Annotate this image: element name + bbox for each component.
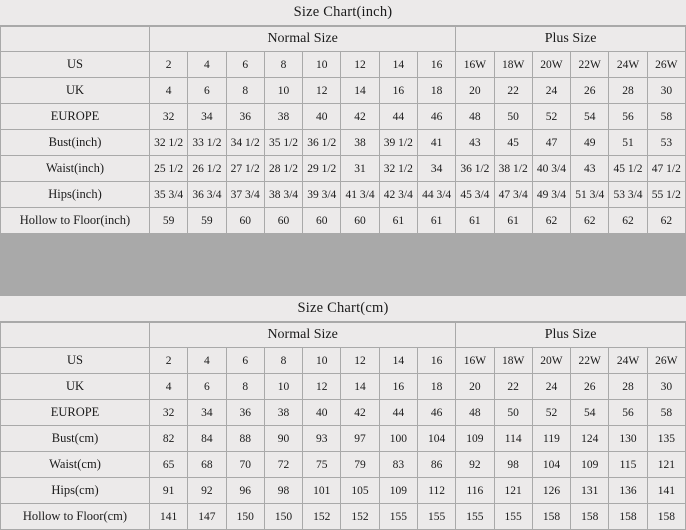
cm-cell: 2	[150, 348, 188, 374]
inch-cell: 61	[494, 208, 532, 234]
cm-cell: 38	[264, 400, 302, 426]
cm-cell: 56	[609, 400, 647, 426]
inch-row-label: Hollow to Floor(inch)	[1, 208, 150, 234]
inch-cell: 38 3/4	[264, 182, 302, 208]
inch-cell: 47	[532, 130, 570, 156]
cm-cell: 121	[494, 478, 532, 504]
inch-row-label: Hips(inch)	[1, 182, 150, 208]
cm-cell: 130	[609, 426, 647, 452]
cm-row-label: Bust(cm)	[1, 426, 150, 452]
inch-cell: 26	[571, 78, 609, 104]
inch-row-label: EUROPE	[1, 104, 150, 130]
cm-cell: 20W	[532, 348, 570, 374]
cm-cell: 105	[341, 478, 379, 504]
inch-cell: 26 1/2	[188, 156, 226, 182]
cm-cell: 72	[264, 452, 302, 478]
cm-cell: 114	[494, 426, 532, 452]
inch-cell: 38	[264, 104, 302, 130]
table-row	[1, 452, 686, 478]
cm-cell: 104	[532, 452, 570, 478]
table-row	[1, 426, 686, 452]
size-chart-inch-block	[0, 0, 686, 234]
cm-cell: 158	[532, 504, 570, 530]
cm-cell: 52	[532, 400, 570, 426]
inch-cell: 16	[379, 78, 417, 104]
inch-cell: 61	[379, 208, 417, 234]
cm-row-label: Hips(cm)	[1, 478, 150, 504]
cm-cell: 141	[647, 478, 685, 504]
inch-cell: 38 1/2	[494, 156, 532, 182]
inch-cell: 40	[303, 104, 341, 130]
cm-cell: 84	[188, 426, 226, 452]
cm-cell: 44	[379, 400, 417, 426]
cm-cell: 86	[417, 452, 455, 478]
inch-cell: 26W	[647, 52, 685, 78]
inch-cell: 25 1/2	[150, 156, 188, 182]
inch-cell: 44 3/4	[417, 182, 455, 208]
inch-cell: 8	[226, 78, 264, 104]
cm-cell: 83	[379, 452, 417, 478]
inch-cell: 8	[264, 52, 302, 78]
inch-cell: 49	[571, 130, 609, 156]
inch-cell: 12	[303, 78, 341, 104]
cm-cell: 109	[379, 478, 417, 504]
block-divider	[0, 262, 686, 268]
cm-cell: 14	[379, 348, 417, 374]
inch-cell: 38	[341, 130, 379, 156]
cm-cell: 42	[341, 400, 379, 426]
inch-cell: 35 3/4	[150, 182, 188, 208]
cm-cell: 14	[341, 374, 379, 400]
cm-cell: 112	[417, 478, 455, 504]
cm-cell: 16	[417, 348, 455, 374]
cm-cell: 26	[571, 374, 609, 400]
inch-cell: 60	[303, 208, 341, 234]
table-row	[1, 400, 686, 426]
cm-cell: 24	[532, 374, 570, 400]
inch-cell: 48	[456, 104, 494, 130]
cm-cell: 92	[456, 452, 494, 478]
inch-cell: 41	[417, 130, 455, 156]
inch-group-header-plus: Plus Size	[456, 27, 686, 52]
cm-cell: 16	[379, 374, 417, 400]
inch-cell: 60	[341, 208, 379, 234]
table-row	[1, 182, 686, 208]
inch-cell: 27 1/2	[226, 156, 264, 182]
cm-cell: 93	[303, 426, 341, 452]
inch-cell: 55 1/2	[647, 182, 685, 208]
cm-cell: 22W	[571, 348, 609, 374]
cm-cell: 124	[571, 426, 609, 452]
inch-row-label: Bust(inch)	[1, 130, 150, 156]
inch-corner-cell	[1, 27, 150, 52]
inch-cell: 51 3/4	[571, 182, 609, 208]
cm-cell: 155	[494, 504, 532, 530]
cm-cell: 12	[341, 348, 379, 374]
cm-cell: 6	[188, 374, 226, 400]
cm-cell: 155	[456, 504, 494, 530]
inch-cell: 36 3/4	[188, 182, 226, 208]
cm-cell: 48	[456, 400, 494, 426]
inch-cell: 58	[647, 104, 685, 130]
inch-cell: 34	[417, 156, 455, 182]
inch-cell: 43	[571, 156, 609, 182]
inch-cell: 56	[609, 104, 647, 130]
cm-cell: 8	[226, 374, 264, 400]
cm-cell: 109	[571, 452, 609, 478]
cm-cell: 36	[226, 400, 264, 426]
cm-cell: 158	[647, 504, 685, 530]
cm-row-label: Hollow to Floor(cm)	[1, 504, 150, 530]
inch-cell: 36	[226, 104, 264, 130]
inch-cell: 28 1/2	[264, 156, 302, 182]
cm-cell: 119	[532, 426, 570, 452]
inch-cell: 36 1/2	[456, 156, 494, 182]
size-chart-cm-block	[0, 296, 686, 530]
cm-cell: 91	[150, 478, 188, 504]
inch-cell: 31	[341, 156, 379, 182]
table-row	[1, 208, 686, 234]
cm-cell: 92	[188, 478, 226, 504]
size-table-inch-body	[1, 27, 686, 234]
inch-cell: 50	[494, 104, 532, 130]
inch-cell: 22W	[571, 52, 609, 78]
inch-cell: 10	[303, 52, 341, 78]
cm-cell: 147	[188, 504, 226, 530]
inch-cell: 10	[264, 78, 302, 104]
inch-cell: 32 1/2	[150, 130, 188, 156]
cm-cell: 28	[609, 374, 647, 400]
cm-corner-cell	[1, 323, 150, 348]
cm-cell: 158	[571, 504, 609, 530]
cm-cell: 18W	[494, 348, 532, 374]
inch-cell: 24W	[609, 52, 647, 78]
cm-cell: 98	[494, 452, 532, 478]
cm-cell: 46	[417, 400, 455, 426]
cm-cell: 68	[188, 452, 226, 478]
inch-cell: 37 3/4	[226, 182, 264, 208]
cm-group-header-normal: Normal Size	[150, 323, 456, 348]
cm-cell: 22	[494, 374, 532, 400]
cm-cell: 32	[150, 400, 188, 426]
cm-cell: 65	[150, 452, 188, 478]
cm-cell: 158	[609, 504, 647, 530]
inch-cell: 51	[609, 130, 647, 156]
inch-cell: 42	[341, 104, 379, 130]
inch-cell: 4	[150, 78, 188, 104]
cm-cell: 116	[456, 478, 494, 504]
table-row	[1, 374, 686, 400]
inch-cell: 18	[417, 78, 455, 104]
table-row	[1, 156, 686, 182]
inch-cell: 61	[456, 208, 494, 234]
chart-title-cm: Size Chart(cm)	[0, 296, 686, 322]
cm-cell: 98	[264, 478, 302, 504]
cm-cell: 136	[609, 478, 647, 504]
cm-cell: 155	[379, 504, 417, 530]
inch-cell: 2	[150, 52, 188, 78]
cm-cell: 96	[226, 478, 264, 504]
inch-cell: 29 1/2	[303, 156, 341, 182]
size-table-inch	[0, 26, 686, 234]
cm-cell: 141	[150, 504, 188, 530]
cm-row-label: Waist(cm)	[1, 452, 150, 478]
inch-cell: 45 3/4	[456, 182, 494, 208]
inch-cell: 46	[417, 104, 455, 130]
table-row	[1, 504, 686, 530]
cm-group-header-row	[1, 323, 686, 348]
inch-group-header-row	[1, 27, 686, 52]
inch-cell: 59	[188, 208, 226, 234]
inch-cell: 43	[456, 130, 494, 156]
inch-cell: 6	[226, 52, 264, 78]
inch-cell: 16	[417, 52, 455, 78]
cm-cell: 131	[571, 478, 609, 504]
inch-cell: 12	[341, 52, 379, 78]
inch-cell: 39 3/4	[303, 182, 341, 208]
inch-cell: 20	[456, 78, 494, 104]
inch-cell: 59	[150, 208, 188, 234]
table-row	[1, 52, 686, 78]
cm-cell: 100	[379, 426, 417, 452]
cm-cell: 155	[417, 504, 455, 530]
inch-cell: 47 1/2	[647, 156, 685, 182]
inch-cell: 62	[532, 208, 570, 234]
inch-cell: 20W	[532, 52, 570, 78]
cm-cell: 97	[341, 426, 379, 452]
inch-cell: 36 1/2	[303, 130, 341, 156]
size-table-cm-body	[1, 323, 686, 530]
cm-cell: 58	[647, 400, 685, 426]
inch-cell: 28	[609, 78, 647, 104]
cm-cell: 54	[571, 400, 609, 426]
cm-cell: 109	[456, 426, 494, 452]
inch-cell: 14	[379, 52, 417, 78]
inch-cell: 40 3/4	[532, 156, 570, 182]
cm-cell: 88	[226, 426, 264, 452]
cm-row-label: UK	[1, 374, 150, 400]
table-row	[1, 130, 686, 156]
inch-cell: 6	[188, 78, 226, 104]
inch-cell: 30	[647, 78, 685, 104]
inch-cell: 34	[188, 104, 226, 130]
cm-cell: 26W	[647, 348, 685, 374]
cm-cell: 16W	[456, 348, 494, 374]
cm-cell: 4	[150, 374, 188, 400]
inch-cell: 60	[226, 208, 264, 234]
inch-cell: 4	[188, 52, 226, 78]
cm-cell: 126	[532, 478, 570, 504]
inch-cell: 32	[150, 104, 188, 130]
cm-cell: 4	[188, 348, 226, 374]
inch-cell: 18W	[494, 52, 532, 78]
cm-cell: 70	[226, 452, 264, 478]
cm-cell: 135	[647, 426, 685, 452]
cm-cell: 12	[303, 374, 341, 400]
table-row	[1, 478, 686, 504]
cm-cell: 79	[341, 452, 379, 478]
inch-cell: 47 3/4	[494, 182, 532, 208]
inch-cell: 62	[647, 208, 685, 234]
inch-cell: 60	[264, 208, 302, 234]
inch-row-label: UK	[1, 78, 150, 104]
cm-cell: 75	[303, 452, 341, 478]
cm-cell: 50	[494, 400, 532, 426]
inch-cell: 42 3/4	[379, 182, 417, 208]
inch-cell: 14	[341, 78, 379, 104]
cm-cell: 121	[647, 452, 685, 478]
inch-cell: 39 1/2	[379, 130, 417, 156]
cm-cell: 24W	[609, 348, 647, 374]
inch-cell: 62	[571, 208, 609, 234]
cm-cell: 115	[609, 452, 647, 478]
cm-cell: 20	[456, 374, 494, 400]
inch-cell: 35 1/2	[264, 130, 302, 156]
cm-cell: 40	[303, 400, 341, 426]
cm-cell: 152	[341, 504, 379, 530]
table-row	[1, 104, 686, 130]
inch-cell: 34 1/2	[226, 130, 264, 156]
cm-cell: 34	[188, 400, 226, 426]
inch-cell: 52	[532, 104, 570, 130]
inch-group-header-normal: Normal Size	[150, 27, 456, 52]
inch-cell: 45	[494, 130, 532, 156]
cm-group-header-plus: Plus Size	[456, 323, 686, 348]
cm-row-label: US	[1, 348, 150, 374]
chart-title-inch: Size Chart(inch)	[0, 0, 686, 26]
cm-cell: 6	[226, 348, 264, 374]
inch-cell: 54	[571, 104, 609, 130]
cm-cell: 8	[264, 348, 302, 374]
inch-row-label: US	[1, 52, 150, 78]
size-table-cm	[0, 322, 686, 530]
cm-cell: 30	[647, 374, 685, 400]
inch-cell: 62	[609, 208, 647, 234]
inch-cell: 22	[494, 78, 532, 104]
cm-cell: 10	[264, 374, 302, 400]
cm-cell: 82	[150, 426, 188, 452]
cm-cell: 150	[226, 504, 264, 530]
cm-cell: 18	[417, 374, 455, 400]
inch-cell: 32 1/2	[379, 156, 417, 182]
cm-cell: 10	[303, 348, 341, 374]
table-row	[1, 348, 686, 374]
inch-cell: 53 3/4	[609, 182, 647, 208]
cm-cell: 152	[303, 504, 341, 530]
inch-row-label: Waist(inch)	[1, 156, 150, 182]
inch-cell: 33 1/2	[188, 130, 226, 156]
inch-cell: 24	[532, 78, 570, 104]
table-row	[1, 78, 686, 104]
inch-cell: 45 1/2	[609, 156, 647, 182]
cm-cell: 101	[303, 478, 341, 504]
inch-cell: 53	[647, 130, 685, 156]
inch-cell: 61	[417, 208, 455, 234]
inch-cell: 49 3/4	[532, 182, 570, 208]
inch-cell: 41 3/4	[341, 182, 379, 208]
cm-row-label: EUROPE	[1, 400, 150, 426]
cm-cell: 150	[264, 504, 302, 530]
inch-cell: 44	[379, 104, 417, 130]
cm-cell: 90	[264, 426, 302, 452]
inch-cell: 16W	[456, 52, 494, 78]
cm-cell: 104	[417, 426, 455, 452]
